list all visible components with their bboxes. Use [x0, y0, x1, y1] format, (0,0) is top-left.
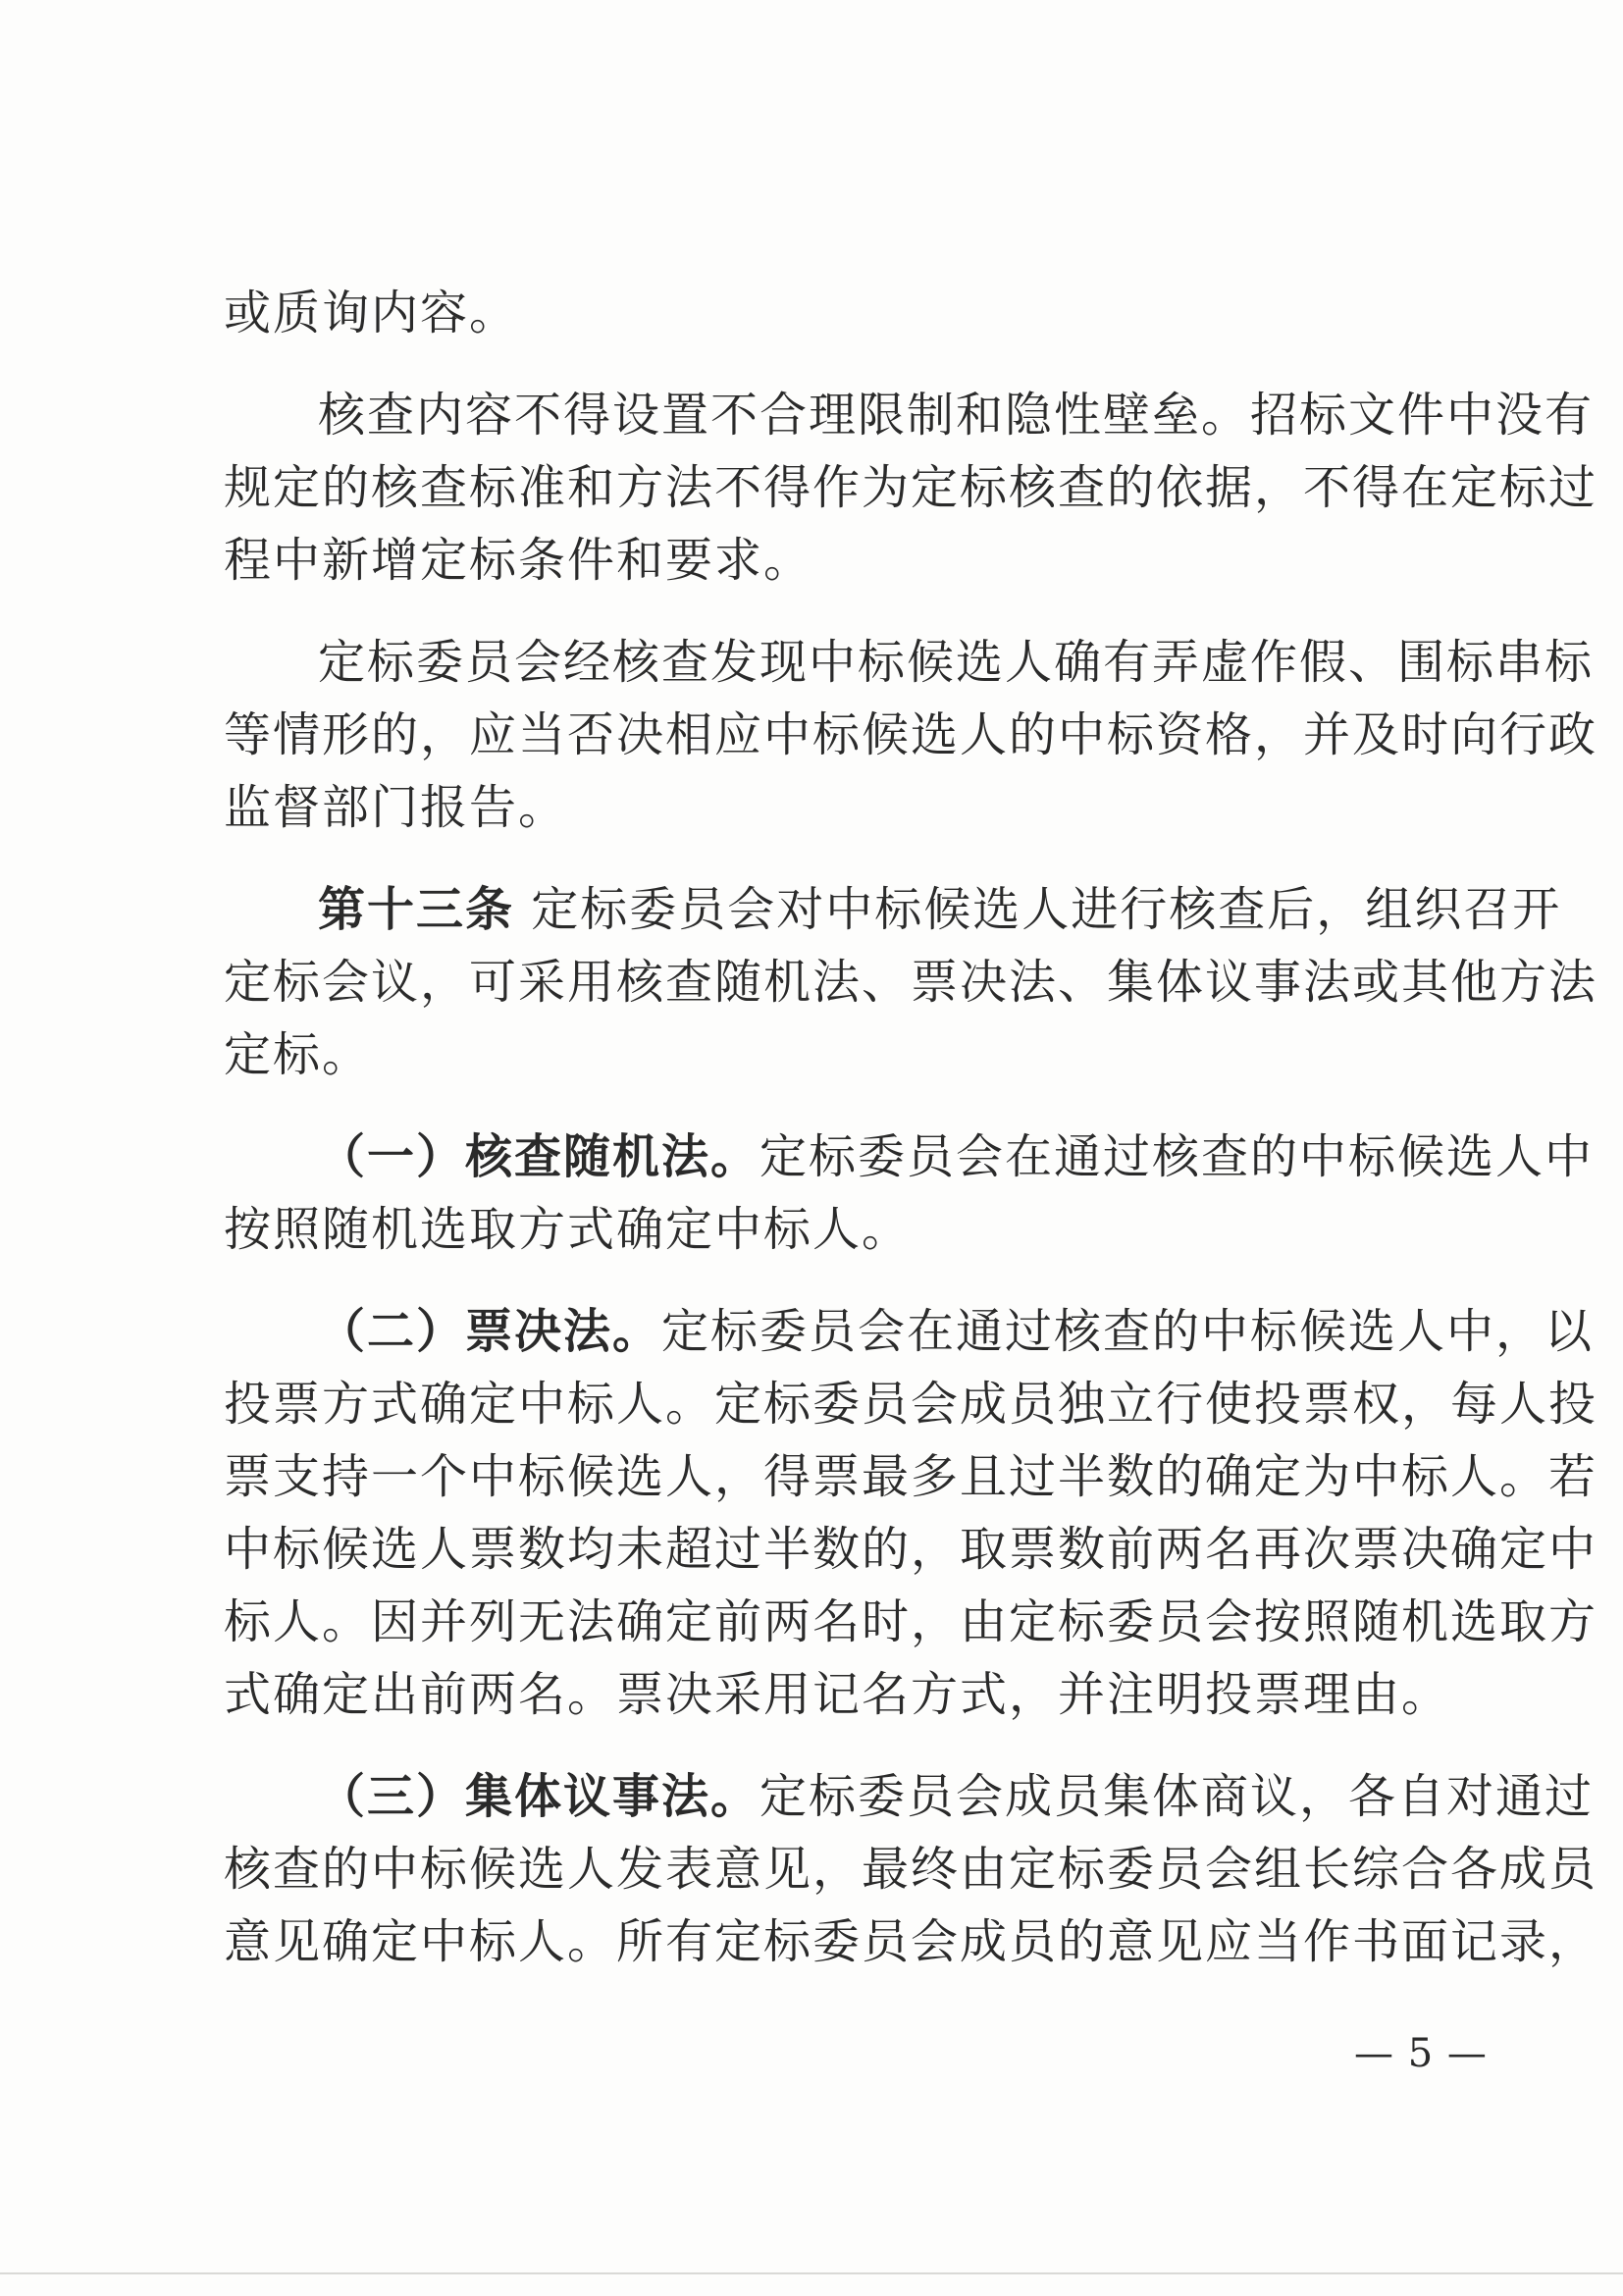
paragraph-gap: [224, 844, 1440, 873]
paragraph-gap: [224, 1091, 1440, 1121]
text-line: 意见确定中标人。所有定标委员会成员的意见应当作书面记录，: [224, 1914, 1598, 1969]
text-line: 标人。因并列无法确定前两名时，由定标委员会按照随机选取方: [224, 1594, 1598, 1649]
text-line: 核查的中标候选人发表意见，最终由定标委员会组长综合各成员: [224, 1842, 1598, 1897]
text-line: 票支持一个中标候选人，得票最多且过半数的确定为中标人。若: [224, 1449, 1598, 1504]
article-heading: 第十三条: [318, 882, 515, 937]
text-line: 定标委员会经核查发现中标候选人确有弄虚作假、围标串标: [318, 635, 1595, 690]
method-text: 定标委员会成员集体商议，各自对通过: [759, 1769, 1595, 1824]
text-line: 等情形的，应当否决相应中标候选人的中标资格，并及时向行政: [224, 707, 1598, 762]
document-body: [224, 277, 1598, 1978]
text-line: 按照随机选取方式确定中标人。: [224, 1202, 912, 1257]
paragraph-gap: [224, 1266, 1440, 1295]
method-text: 定标委员会在通过核查的中标候选人中: [759, 1129, 1595, 1184]
article-text: 定标委员会对中标候选人进行核查后，组织召开: [531, 882, 1562, 937]
page-number: — 5 —: [1354, 2031, 1488, 2076]
method-2-line: [224, 1295, 1595, 1368]
text-line: 或质询内容。: [224, 286, 519, 340]
text-line: 监督部门报告。: [224, 780, 568, 835]
method-heading: （二）票决法。: [318, 1304, 662, 1359]
paragraph-gap: [224, 349, 1440, 379]
text-line: 中标候选人票数均未超过半数的，取票数前两名再次票决确定中: [224, 1522, 1598, 1577]
method-heading: （三）集体议事法。: [318, 1769, 760, 1824]
method-1-line: [224, 1121, 1595, 1193]
method-heading: （一）核查随机法。: [318, 1129, 760, 1184]
text-line: 程中新增定标条件和要求。: [224, 533, 813, 588]
paragraph-gap: [224, 1731, 1440, 1760]
text-line: 定标会议，可采用核查随机法、票决法、集体议事法或其他方法: [224, 955, 1598, 1010]
paragraph-gap: [224, 597, 1440, 626]
article-13-line: [224, 873, 1562, 946]
method-3-line: [224, 1760, 1595, 1833]
text-line: 投票方式确定中标人。定标委员会成员独立行使投票权，每人投: [224, 1377, 1598, 1432]
text-line: 规定的核查标准和方法不得作为定标核查的依据，不得在定标过: [224, 460, 1598, 515]
text-line: 定标。: [224, 1027, 372, 1082]
text-line: 式确定出前两名。票决采用记名方式，并注明投票理由。: [224, 1667, 1451, 1722]
scan-edge-line: [0, 2272, 1623, 2274]
text-line: 核查内容不得设置不合理限制和隐性壁垒。招标文件中没有: [318, 388, 1595, 443]
method-text: 定标委员会在通过核查的中标候选人中，以: [661, 1304, 1595, 1359]
